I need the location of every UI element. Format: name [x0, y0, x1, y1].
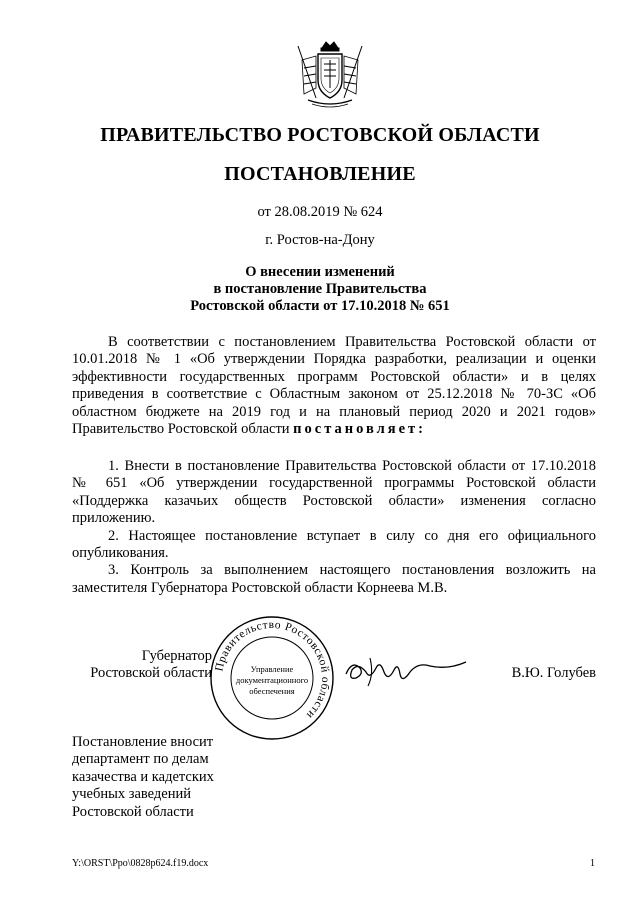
signatory-title — [72, 648, 212, 683]
signatory-title-line-2: Ростовской области — [90, 665, 212, 682]
city: г. Ростов-на-Дону — [265, 232, 375, 248]
decree-item: 2. Настоящее постановление вступает в силу со дня его официального опубликования. — [72, 527, 596, 562]
subject-line-3: Ростовской области от 17.10.2018 № 651 — [190, 298, 450, 314]
stamp-inner-text — [232, 664, 312, 697]
document-type: ПОСТАНОВЛЕНИЕ — [224, 163, 416, 185]
stamp-inner-line-3: обеспечения — [249, 686, 295, 696]
stamp-ring-text: Правительство Ростовской области — [213, 618, 332, 722]
preamble — [72, 334, 596, 438]
submitted-by — [72, 734, 272, 821]
submitted-by-line-3: казачества и кадетских — [72, 768, 214, 785]
submitted-by-line-1: Постановление вносит — [72, 734, 214, 750]
handwritten-signature — [340, 654, 470, 690]
signatory-name: В.Ю. Голубев — [511, 665, 596, 681]
signatory-title-line-1: Губернатор — [141, 648, 212, 664]
decree-item: 3. Контроль за выполнением настоящего постановления возложить на заместителя Губернатора Ростовской области Корнеева М.В. — [72, 562, 596, 596]
stamp-inner-line-2: документационного — [235, 675, 309, 685]
submitted-by-line-2: департамент по делам — [72, 751, 209, 768]
decree-word: постановляет: — [293, 421, 427, 438]
submitted-by-line-5: Ростовской области — [72, 803, 194, 820]
submitted-by-line-4: учебных заведений — [72, 786, 191, 803]
stamp-inner-line-1: Управление — [250, 664, 294, 674]
page-number: 1 — [590, 858, 595, 869]
coat-of-arms-icon — [294, 38, 366, 110]
subject-line-2: в постановление Правительства — [213, 281, 427, 297]
coat-of-arms-emblem — [294, 38, 366, 110]
government-title: ПРАВИТЕЛЬСТВО РОСТОВСКОЙ ОБЛАСТИ — [100, 124, 540, 146]
document-subject — [0, 264, 640, 315]
subject-line-1: О внесении изменений — [245, 264, 395, 280]
file-path: Y:\ORST\Ppo\0828p624.f19.docx — [72, 858, 209, 869]
official-stamp — [208, 614, 336, 742]
decree-item: 1. Внести в постановление Правительства Ростовской области от 17.10.2018 № 651 «Об утверждении государственной программы Ростовской области «Поддержка казачьих обществ Ростовской области» изменения согласно приложению. — [72, 458, 596, 527]
date-number: от 28.08.2019 № 624 — [257, 204, 383, 220]
decree-items — [72, 458, 596, 597]
preamble-text: В соответствии с постановлением Правительства Ростовской области от 10.01.2018 № 1 «Об утверждении Порядка разработки, реализации и оценки эффективности государственных программ Ростовской области» и в целях приведения в соответствие с Областным законом от 25.12.2018 № 70-ЗС «Об областном бюджете на 2019 год и на плановый период 2020 и 2021 годов» Правительство Ростовской области — [72, 334, 596, 438]
